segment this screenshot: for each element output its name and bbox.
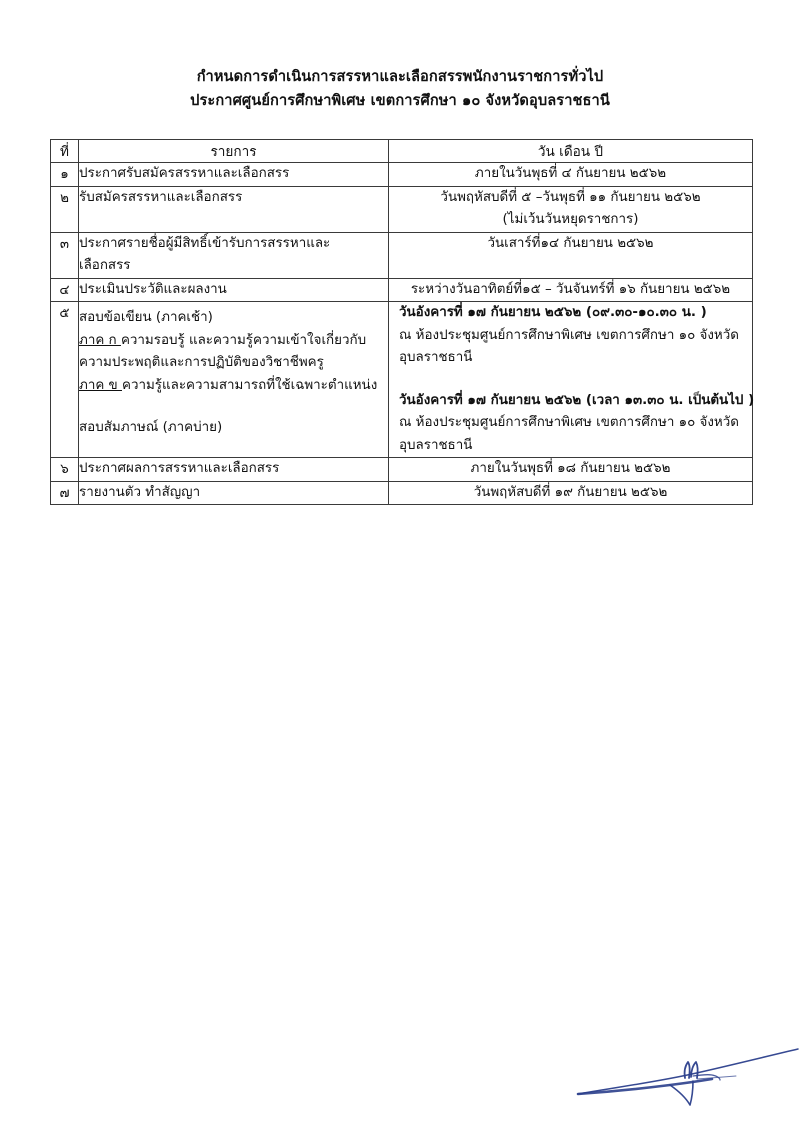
exam-part-b-text: ความรู้และความสามารถที่ใช้เฉพาะตำแหน่ง: [121, 377, 378, 393]
row-date: [389, 458, 753, 482]
exam-afternoon-venue-line-1: ณ ห้องประชุมศูนย์การศึกษาพิเศษ เขตการศึกษา ๑๐ จังหวัด: [399, 415, 739, 431]
exam-morning-venue-line-2: อุบลราชธานี: [399, 350, 473, 366]
exam-part-a: [79, 330, 388, 353]
row-date: [389, 278, 753, 302]
row-number: ๒: [51, 186, 79, 232]
row-item: รายงานตัว ทำสัญญา: [79, 481, 389, 505]
row-item: [79, 232, 389, 278]
item-line: เลือกสรร: [79, 258, 131, 274]
exam-part-a-label: ภาค ก: [79, 332, 121, 348]
column-header-date: วัน เดือน ปี: [389, 140, 753, 163]
row-number: ๔: [51, 278, 79, 302]
row-number: ๓: [51, 232, 79, 278]
column-header-no: ที่: [51, 140, 79, 163]
row-date: [389, 186, 753, 232]
row-item-exam: [79, 302, 389, 458]
document-title-line-2: ประกาศศูนย์การศึกษาพิเศษ เขตการศึกษา ๑๐ จังหวัดอุบลราชธานี: [190, 91, 610, 109]
exam-part-a-cont: ความประพฤติและการปฏิบัติของวิชาชีพครู: [79, 355, 324, 371]
handwritten-signature: [560, 1048, 800, 1132]
exam-spacer: [79, 397, 388, 417]
table-row: [51, 278, 753, 302]
table-row-exam: [51, 302, 753, 458]
row-date-exam: [389, 302, 753, 458]
date-line: ระหว่างวันอาทิตย์ที่๑๕ – วันจันทร์ที่ ๑๖ กันยายน ๒๕๖๒: [410, 281, 731, 297]
exam-morning-venue-line-1: ณ ห้องประชุมศูนย์การศึกษาพิเศษ เขตการศึกษา ๑๐ จังหวัด: [399, 327, 739, 343]
row-item: ประเมินประวัติและผลงาน: [79, 278, 389, 302]
table-row: [51, 481, 753, 505]
schedule-table: [50, 139, 753, 505]
row-item: ประกาศผลการสรรหาและเลือกสรร: [79, 458, 389, 482]
row-item: รับสมัครสรรหาและเลือกสรร: [79, 186, 389, 232]
row-number: ๖: [51, 458, 79, 482]
row-date: [389, 232, 753, 278]
row-item: ประกาศรับสมัครสรรหาและเลือกสรร: [79, 163, 389, 187]
table-row: [51, 186, 753, 232]
exam-written-label: สอบข้อเขียน (ภาคเช้า): [79, 310, 213, 326]
row-number: ๕: [51, 302, 79, 458]
exam-afternoon-venue-line-2: อุบลราชธานี: [399, 437, 473, 453]
row-number: ๑: [51, 163, 79, 187]
table-row: [51, 163, 753, 187]
item-line: ประกาศรายชื่อผู้มีสิทธิ์เข้ารับการสรรหาและ: [79, 235, 331, 251]
date-line: วันพฤหัสบดีที่ ๑๙ กันยายน ๒๕๖๒: [473, 484, 668, 500]
row-number: ๗: [51, 481, 79, 505]
exam-morning-datetime: วันอังคารที่ ๑๗ กันยายน ๒๕๖๒ (๐๙.๓๐-๑๐.๓๐ น. ): [399, 305, 707, 321]
document-title-line-1: กำหนดการดำเนินการสรรหาและเลือกสรรพนักงานราชการทั่วไป: [196, 68, 604, 85]
document-title-block: [0, 66, 800, 112]
date-spacer: [399, 370, 752, 390]
exam-afternoon-datetime: วันอังคารที่ ๑๗ กันยายน ๒๕๖๒ (เวลา ๑๓.๓๐ น. เป็นต้นไป ): [399, 392, 755, 408]
row-date: [389, 163, 753, 187]
exam-interview-label: สอบสัมภาษณ์ (ภาคบ่าย): [79, 420, 223, 436]
column-header-item: รายการ: [79, 140, 389, 163]
table-row: [51, 232, 753, 278]
date-line: ภายในวันพุธที่ ๔ กันยายน ๒๕๖๒: [474, 166, 667, 181]
date-line: วันเสาร์ที่๑๔ กันยายน ๒๕๖๒: [487, 235, 654, 251]
exam-part-a-text: ความรอบรู้ และความรู้ความเข้าใจเกี่ยวกับ: [120, 332, 367, 348]
exam-part-b-label: ภาค ข: [79, 377, 122, 393]
date-line: วันพฤหัสบดีที่ ๕ –วันพุธที่ ๑๑ กันยายน ๒๕๖๒: [440, 189, 701, 205]
exam-part-b: [79, 375, 388, 398]
table-header-row: [51, 140, 753, 163]
table-row: [51, 458, 753, 482]
row-date: [389, 481, 753, 505]
date-line: ภายในวันพุธที่ ๑๘ กันยายน ๒๕๖๒: [470, 461, 671, 477]
date-note: (ไม่เว้นวันหยุดราชการ): [502, 212, 639, 228]
